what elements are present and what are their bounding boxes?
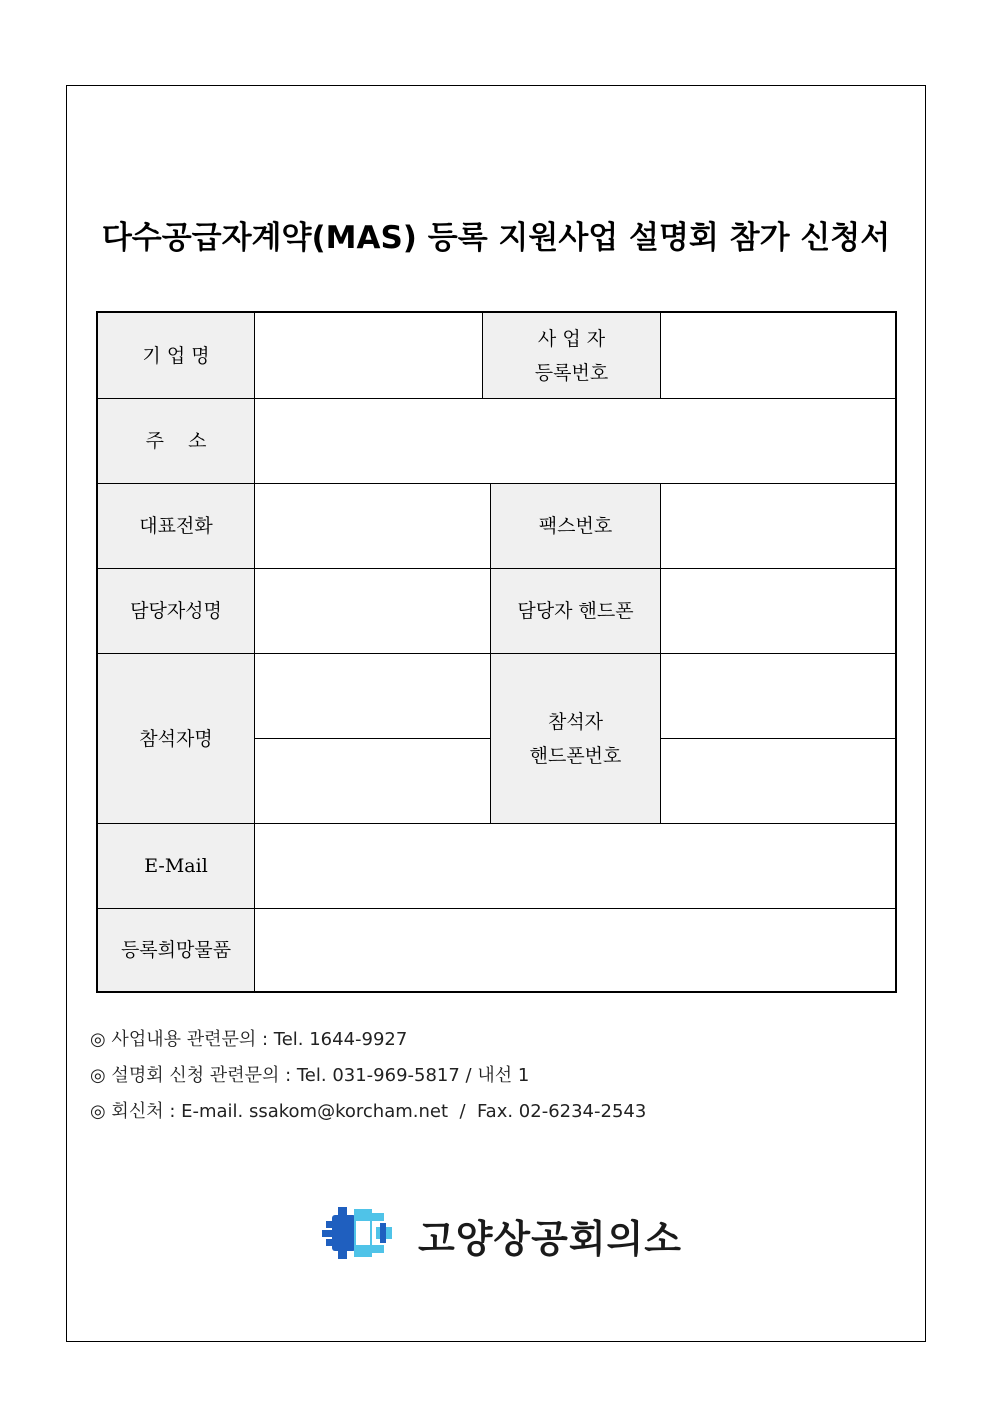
chamber-name: 고양상공회의소 bbox=[418, 1216, 682, 1261]
address-field[interactable] bbox=[255, 399, 895, 483]
main-phone-label: 대표전화 bbox=[98, 484, 254, 568]
column-divider bbox=[490, 483, 491, 823]
row-divider bbox=[98, 568, 895, 569]
row-divider bbox=[661, 738, 895, 739]
note-briefing-inquiry: ◎ 설명회 신청 관련문의 : Tel. 031-969-5817 / 내선 1 bbox=[90, 1065, 530, 1086]
email-field[interactable] bbox=[255, 824, 895, 908]
email-label: E-Mail bbox=[98, 824, 254, 908]
contact-mobile-field[interactable] bbox=[661, 569, 895, 653]
row-divider bbox=[255, 738, 490, 739]
company-name-field[interactable] bbox=[255, 313, 482, 398]
company-name-label: 기 업 명 bbox=[98, 313, 254, 398]
column-divider bbox=[254, 313, 255, 991]
attendee-mobile-label: 참석자 핸드폰번호 bbox=[491, 654, 660, 823]
fax-label: 팩스번호 bbox=[491, 484, 660, 568]
attendee-mobile-field-1[interactable] bbox=[661, 654, 895, 738]
gear-emblem-icon bbox=[318, 1201, 404, 1269]
address-label: 주 소 bbox=[98, 399, 254, 483]
contact-name-label: 담당자성명 bbox=[98, 569, 254, 653]
column-divider bbox=[660, 313, 661, 398]
contact-mobile-label: 담당자 핸드폰 bbox=[491, 569, 660, 653]
column-divider bbox=[482, 313, 483, 398]
row-divider bbox=[98, 908, 895, 909]
contact-notes bbox=[90, 1022, 646, 1130]
note-reply-contact: ◎ 회신처 : E-mail. ssakom@korcham.net / Fax. 02-6234-2543 bbox=[90, 1101, 647, 1122]
row-divider bbox=[98, 653, 895, 654]
attendee-name-field-2[interactable] bbox=[255, 739, 490, 823]
business-reg-label: 사 업 자 등록번호 bbox=[483, 313, 660, 398]
products-field[interactable] bbox=[255, 909, 895, 991]
business-reg-field[interactable] bbox=[661, 313, 895, 398]
row-divider bbox=[98, 398, 895, 399]
attendee-name-field-1[interactable] bbox=[255, 654, 490, 738]
note-business-inquiry: ◎ 사업내용 관련문의 : Tel. 1644-9927 bbox=[90, 1029, 408, 1050]
attendee-name-label: 참석자명 bbox=[98, 654, 254, 823]
chamber-logo bbox=[318, 1200, 682, 1270]
fax-field[interactable] bbox=[661, 484, 895, 568]
row-divider bbox=[98, 823, 895, 824]
document-title: 다수공급자계약(MAS) 등록 지원사업 설명회 참가 신청서 bbox=[101, 220, 891, 256]
products-label: 등록희망물품 bbox=[98, 909, 254, 991]
attendee-mobile-field-2[interactable] bbox=[661, 739, 895, 823]
row-divider bbox=[98, 483, 895, 484]
application-form-table bbox=[96, 311, 897, 993]
main-phone-field[interactable] bbox=[255, 484, 490, 568]
contact-name-field[interactable] bbox=[255, 569, 490, 653]
column-divider bbox=[660, 483, 661, 823]
